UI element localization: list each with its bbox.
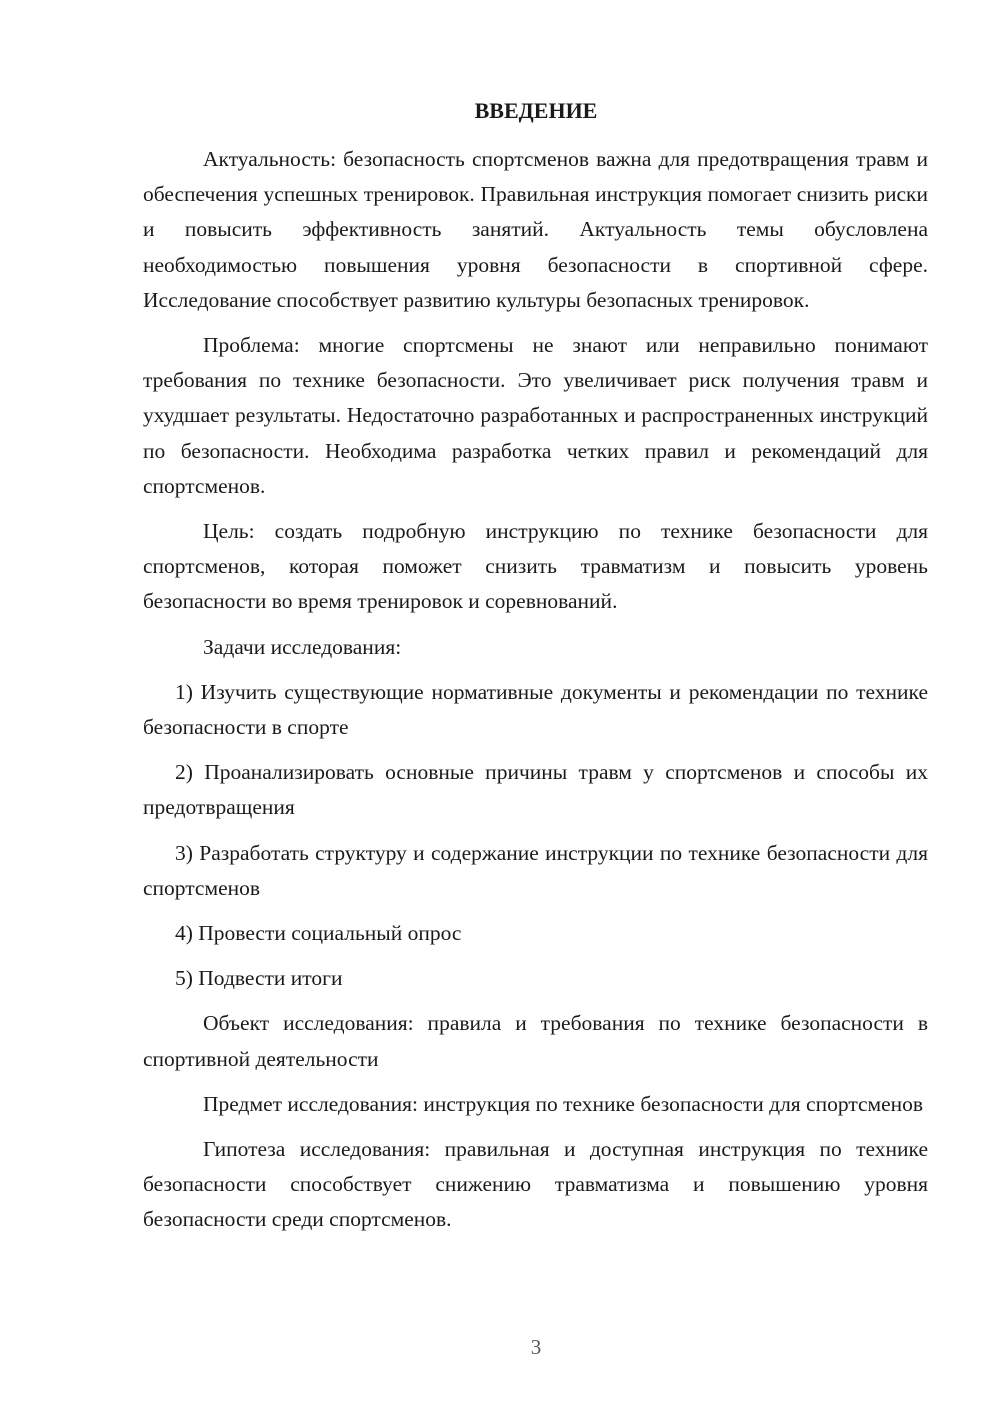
page-number: 3 <box>530 1335 542 1359</box>
task-item: 4) Провести социальный опрос <box>175 921 462 946</box>
document-body <box>143 142 928 1248</box>
task-item: 2) Проанализировать основные причины травм у спортсменов и способы их предотвращения <box>143 760 928 820</box>
object-paragraph: Объект исследования: правила и требования по технике безопасности в спортивной деятельности <box>143 1011 928 1071</box>
relevance-paragraph: Актуальность: безопасность спортсменов важна для предотвращения травм и обеспечения успешных тренировок. Правильная инструкция помогает снизить риски и повысить эффективность занятий. Актуальность темы обусловлена необходимостью повышения уровня безопасности в спортивной сфере. Исследование способствует развитию культуры безопасных тренировок. <box>143 147 928 312</box>
page-title: ВВЕДЕНИЕ <box>474 98 598 123</box>
tasks-heading: Задачи исследования: <box>203 634 402 659</box>
goal-paragraph: Цель: создать подробную инструкцию по технике безопасности для спортсменов, которая поможет снизить травматизм и повысить уровень безопасности во время тренировок и соревнований. <box>143 519 928 614</box>
task-item: 1) Изучить существующие нормативные документы и рекомендации по технике безопасности в спорте <box>143 679 928 740</box>
hypothesis-paragraph: Гипотеза исследования: правильная и доступная инструкция по технике безопасности способствует снижению травматизма и повышению уровня безопасности среди спортсменов. <box>143 1137 928 1232</box>
subject-paragraph: Предмет исследования: инструкция по технике безопасности для спортсменов <box>203 1091 924 1116</box>
problem-paragraph: Проблема: многие спортсмены не знают или неправильно понимают требования по технике безопасности. Это увеличивает риск получения травм и ухудшает результаты. Недостаточно разработанных и распространенных инструкций по безопасности. Необходима разработка четких правил и рекомендаций для спортсменов. <box>143 333 928 498</box>
task-item: 3) Разработать структуру и содержание инструкции по технике безопасности для спортсменов <box>143 840 928 900</box>
task-item: 5) Подвести итоги <box>175 966 343 991</box>
